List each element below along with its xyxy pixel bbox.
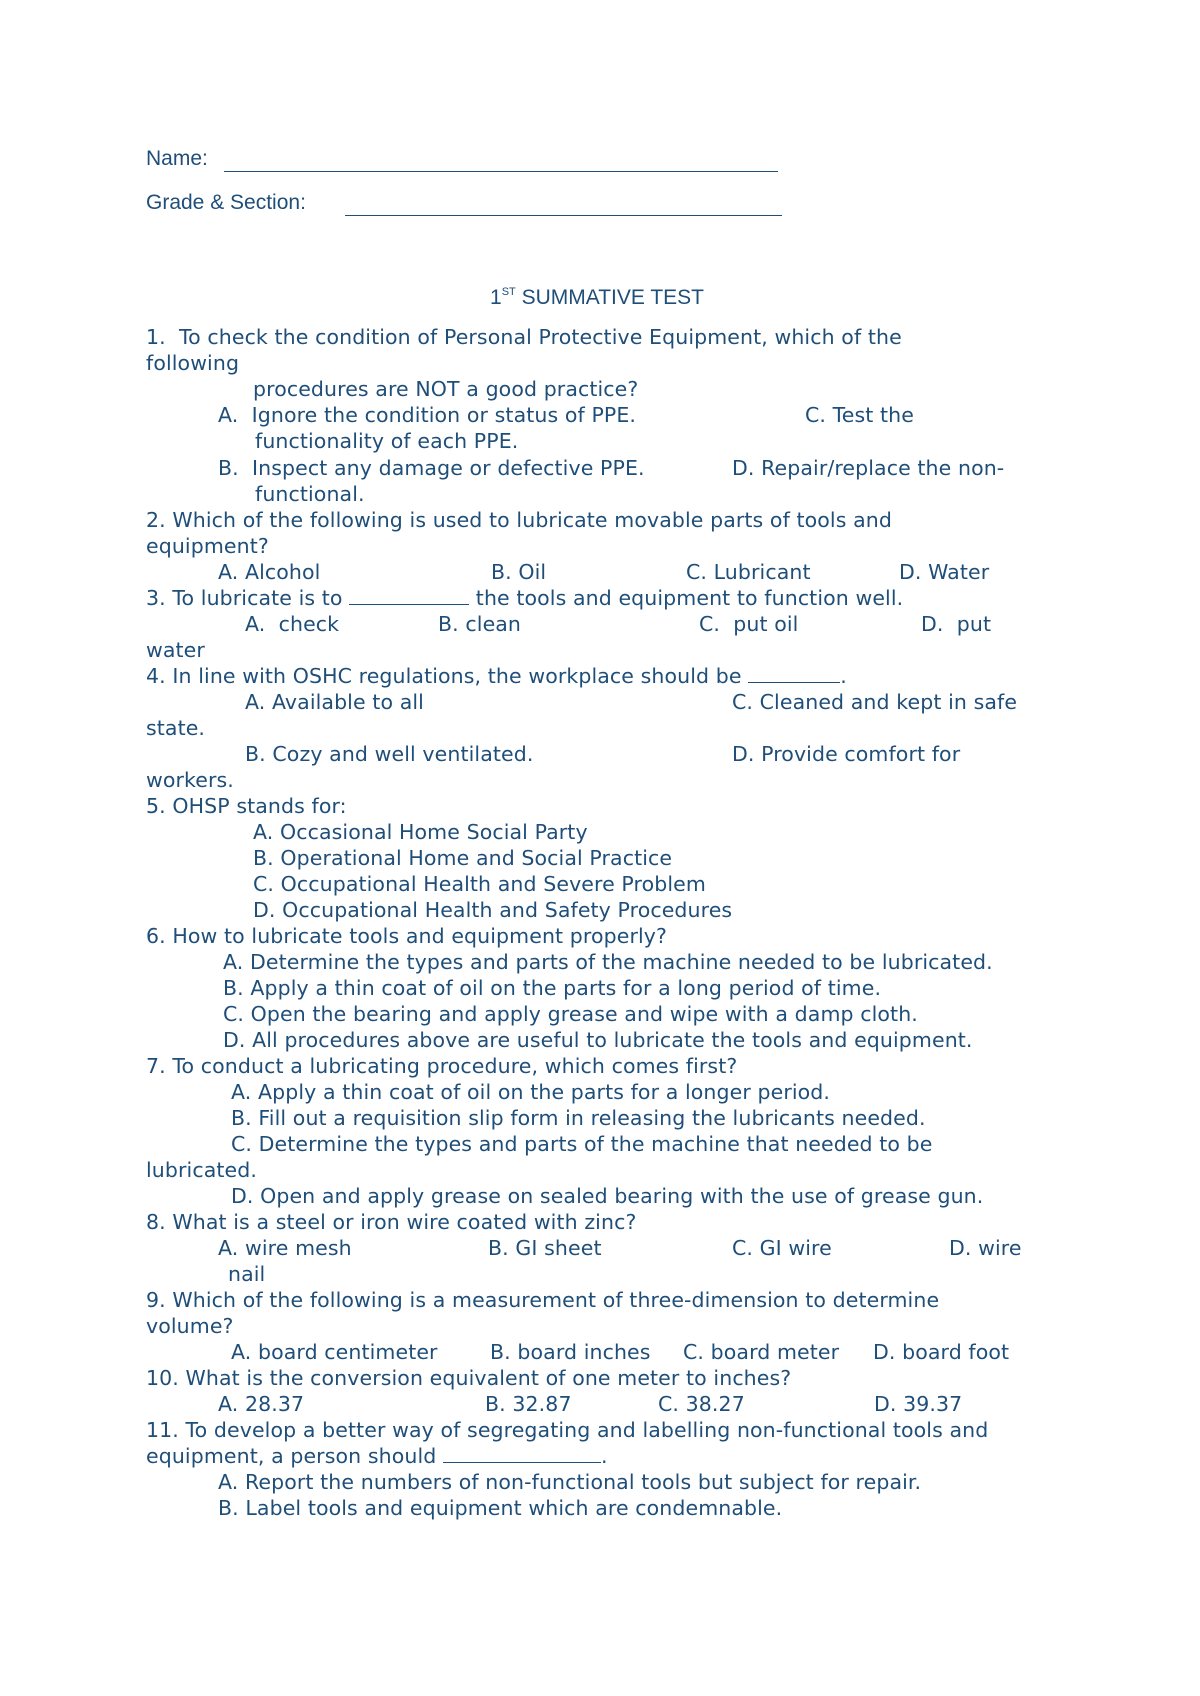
q6-stem: 6. How to lubricate tools and equipment properly? — [146, 924, 667, 948]
q10-option-a: A. 28.37 — [218, 1392, 305, 1416]
q10-option-b: B. 32.87 — [485, 1392, 572, 1416]
q11-stem-after: . — [600, 1444, 608, 1468]
q2-stem-line2: equipment? — [146, 534, 269, 558]
grade-section-field[interactable] — [345, 215, 782, 216]
q8-option-a: A. wire mesh — [218, 1236, 352, 1260]
q4-option-c: C. Cleaned and kept in safe — [732, 690, 1018, 714]
q1-option-a: A. Ignore the condition or status of PPE. — [218, 403, 637, 427]
q1-option-d-continued: functional. — [255, 482, 365, 506]
q3-option-c: C. put oil — [699, 612, 799, 636]
title-ordinal: 1 — [490, 286, 502, 309]
q9-stem-line2: volume? — [146, 1314, 234, 1338]
q3-stem-before: 3. To lubricate is to — [146, 586, 350, 610]
q4-option-d-continued: workers. — [146, 768, 234, 792]
q7-option-b: B. Fill out a requisition slip form in releasing the lubricants needed. — [231, 1106, 926, 1130]
q6-option-c: C. Open the bearing and apply grease and wipe with a damp cloth. — [223, 1002, 918, 1026]
q2-option-a: A. Alcohol — [218, 560, 321, 584]
q7-option-d: D. Open and apply grease on sealed bearing with the use of grease gun. — [231, 1184, 984, 1208]
q2-option-c: C. Lubricant — [686, 560, 811, 584]
name-label: Name: — [146, 147, 208, 170]
q2-option-d: D. Water — [899, 560, 990, 584]
q3-option-a: A. check — [245, 612, 340, 636]
q11-stem-line1: 11. To develop a better way of segregating and labelling non-functional tools and — [146, 1418, 989, 1442]
q4-answer-blank[interactable] — [748, 664, 840, 683]
q9-option-b: B. board inches — [490, 1340, 651, 1364]
q9-option-a: A. board centimeter — [231, 1340, 438, 1364]
q7-option-c-continued: lubricated. — [146, 1158, 257, 1182]
q5-option-a: A. Occasional Home Social Party — [253, 820, 588, 844]
q7-stem: 7. To conduct a lubricating procedure, which comes first? — [146, 1054, 738, 1078]
q1-option-c: C. Test the — [805, 403, 914, 427]
q10-option-d: D. 39.37 — [874, 1392, 963, 1416]
q4-option-c-continued: state. — [146, 716, 206, 740]
q11-stem-line2 — [146, 1444, 608, 1468]
q9-option-d: D. board foot — [873, 1340, 1010, 1364]
q8-option-b: B. GI sheet — [488, 1236, 602, 1260]
q11-answer-blank[interactable] — [443, 1444, 601, 1463]
q10-stem: 10. What is the conversion equivalent of one meter to inches? — [146, 1366, 792, 1390]
q3-answer-blank[interactable] — [349, 586, 469, 605]
q5-option-c: C. Occupational Health and Severe Problem — [253, 872, 706, 896]
q6-option-a: A. Determine the types and parts of the machine needed to be lubricated. — [223, 950, 993, 974]
q8-option-d: D. wire — [949, 1236, 1022, 1260]
q7-option-a: A. Apply a thin coat of oil on the parts for a longer period. — [231, 1080, 831, 1104]
q1-option-b: B. Inspect any damage or defective PPE. — [218, 456, 645, 480]
q1-option-d: D. Repair/replace the non- — [732, 456, 1005, 480]
q6-option-d: D. All procedures above are useful to lubricate the tools and equipment. — [223, 1028, 973, 1052]
q4-stem-after: . — [840, 664, 847, 688]
q4-option-d: D. Provide comfort for — [732, 742, 961, 766]
q6-option-b: B. Apply a thin coat of oil on the parts for a long period of time. — [223, 976, 882, 1000]
q9-option-c: C. board meter — [683, 1340, 840, 1364]
q11-stem-before: equipment, a person should — [146, 1444, 443, 1468]
q5-option-b: B. Operational Home and Social Practice — [253, 846, 673, 870]
q7-option-c: C. Determine the types and parts of the machine that needed to be — [231, 1132, 933, 1156]
name-field[interactable] — [224, 171, 778, 172]
q3-option-b: B. clean — [438, 612, 522, 636]
title-text: SUMMATIVE TEST — [515, 286, 704, 309]
q2-stem-line1: 2. Which of the following is used to lubricate movable parts of tools and — [146, 508, 892, 532]
q3-option-d-continued: water — [146, 638, 205, 662]
q4-stem — [146, 664, 847, 688]
q8-stem: 8. What is a steel or iron wire coated with zinc? — [146, 1210, 637, 1234]
q4-option-b: B. Cozy and well ventilated. — [245, 742, 534, 766]
q3-stem — [146, 586, 903, 610]
q1-stem-line3: procedures are NOT a good practice? — [253, 377, 639, 401]
q4-option-a: A. Available to all — [245, 690, 424, 714]
q5-option-d: D. Occupational Health and Safety Procedures — [253, 898, 733, 922]
q11-option-a: A. Report the numbers of non-functional tools but subject for repair. — [218, 1470, 922, 1494]
title-superscript: ST — [501, 286, 516, 298]
q2-option-b: B. Oil — [491, 560, 547, 584]
grade-section-label: Grade & Section: — [146, 191, 306, 214]
q1-option-c-continued: functionality of each PPE. — [255, 429, 519, 453]
q9-stem-line1: 9. Which of the following is a measurement of three-dimension to determine — [146, 1288, 940, 1312]
page-title — [490, 280, 704, 310]
q3-stem-after: the tools and equipment to function well. — [469, 586, 904, 610]
q10-option-c: C. 38.27 — [658, 1392, 745, 1416]
q11-option-b: B. Label tools and equipment which are condemnable. — [218, 1496, 783, 1520]
q4-stem-before: 4. In line with OSHC regulations, the workplace should be — [146, 664, 749, 688]
q8-option-c: C. GI wire — [732, 1236, 832, 1260]
q1-stem-line1: 1. To check the condition of Personal Protective Equipment, which of the — [146, 325, 902, 349]
q5-stem: 5. OHSP stands for: — [146, 794, 347, 818]
q1-stem-line2: following — [146, 351, 240, 375]
q3-option-d: D. put — [921, 612, 992, 636]
q8-option-d-continued: nail — [228, 1262, 266, 1286]
